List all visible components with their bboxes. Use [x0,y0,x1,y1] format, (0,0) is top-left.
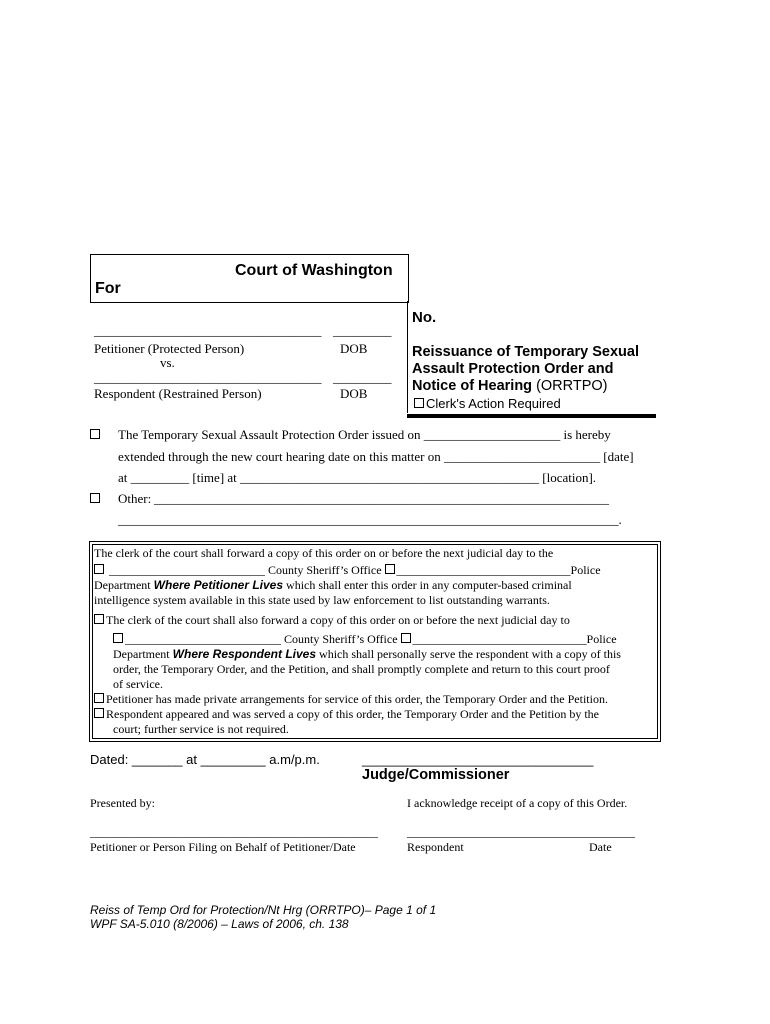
court-name: Court of Washington [235,262,393,279]
clerk-p6 [113,632,617,647]
respondent-signature-label: Respondent [407,840,464,854]
document-title-code: (ORRTPO) [532,378,608,394]
clerk-p7-post: which shall personally serve the respondent with a copy of this [316,647,621,661]
petitioner-label: Petitioner (Protected Person) [94,341,245,356]
caption-divider [407,301,408,413]
clerk-p4: intelligence system available in this state used by law enforcement to list outstanding warrants. [94,593,550,607]
respondent-date-label: Date [589,840,612,854]
footer-line2: WPF SA-5.010 (8/2006) – Laws of 2006, ch. 138 [90,917,349,931]
order-extension-checkbox[interactable] [90,429,100,439]
clerk-p7-pre: Department [113,647,173,661]
respondent-signature-line[interactable]: ______________________________________ [407,825,635,839]
clerk-action-required [414,396,561,411]
clerk-p11 [94,707,599,722]
petitioner-signature-label: Petitioner or Person Filing on Behalf of Petitioner/Date [90,840,356,854]
document-title-line1: Reissuance of Temporary Sexual [412,344,639,360]
clerk-p3-pre: Department [94,578,154,592]
respondent-forward-checkbox[interactable] [94,614,104,624]
respondent-police-blank: _____________________________Police [412,632,617,646]
document-title-bold: Notice of Hearing [412,378,533,394]
clerk-p7 [113,647,621,662]
other-checkbox[interactable] [90,493,100,503]
acknowledge-label: I acknowledge receipt of a copy of this Order. [407,796,628,810]
clerk-p10 [94,692,608,707]
other-line2[interactable]: _____________________________________________________________________________. [118,512,622,527]
clerk-p5 [94,613,570,628]
petitioner-sheriff-blank: __________________________ County Sheriff’s Office [106,563,385,577]
private-service-checkbox[interactable] [94,693,104,703]
other-label: Other: [118,491,152,506]
document-title-line2: Assault Protection Order and [412,361,614,377]
clerk-p5-text: The clerk of the court shall also forward a copy of this order on or before the next judicial day to [106,613,570,627]
presented-by-label: Presented by: [90,796,155,810]
respondent-served-checkbox[interactable] [94,708,104,718]
footer-line1: Reiss of Temp Ord for Protection/Nt Hrg (ORRTPO)– Page 1 of 1 [90,903,437,917]
clerk-p1: The clerk of the court shall forward a copy of this order on or before the next judicial day to the [94,546,554,560]
clerk-p10-text: Petitioner has made private arrangements for service of this order, the Temporary Order and the Petition. [106,692,608,706]
respondent-police-checkbox[interactable] [401,633,411,643]
petitioner-name-line[interactable]: ___________________________________ [94,323,322,338]
clerk-p3 [94,578,572,593]
clerk-p8: order, the Temporary Order, and the Petition, and shall promptly complete and return to this court proof [113,662,610,676]
clerk-p12: court; further service is not required. [113,722,289,736]
order-line3: at _________ [time] at ______________________________________________ [location]. [118,470,597,485]
respondent-dob-label: DOB [340,386,368,401]
section-rule [407,414,656,418]
case-number-label: No. [412,309,437,326]
respondent-dob-line[interactable]: _________ [333,370,392,385]
other-line1[interactable]: ______________________________________________________________________ [154,491,609,506]
order-line1: The Temporary Sexual Assault Protection Order issued on _____________________ is hereby [118,427,611,442]
document-title-line3 [412,378,608,394]
where-petitioner-lives: Where Petitioner Lives [153,578,284,592]
clerk-action-checkbox[interactable] [414,398,424,408]
order-extension-item [90,427,102,443]
petitioner-signature-line[interactable]: ________________________________________________ [90,825,378,839]
respondent-sheriff-blank: __________________________ County Sheriff’s Office [125,632,401,646]
clerk-action-label: Clerk's Action Required [426,396,561,411]
dated-line[interactable]: Dated: _______ at _________ a.m/p.m. [90,752,320,767]
respondent-label: Respondent (Restrained Person) [94,386,262,401]
clerk-p2 [94,563,601,578]
versus-label: vs. [160,355,175,370]
for-label: For [95,280,121,297]
petitioner-sheriff-checkbox[interactable] [94,564,104,574]
order-line2: extended through the new court hearing date on this matter on ________________________ [date] [118,449,634,464]
petitioner-police-blank: _____________________________Police [396,563,601,577]
clerk-p3-post: which shall enter this order in any computer-based criminal [283,578,572,592]
respondent-sheriff-checkbox[interactable] [113,633,123,643]
other-item [90,491,102,507]
clerk-p9: of service. [113,677,163,691]
petitioner-police-checkbox[interactable] [385,564,395,574]
clerk-p11-text: Respondent appeared and was served a copy of this order, the Temporary Order and the Petition by the [106,707,599,721]
respondent-name-line[interactable]: ___________________________________ [94,370,322,385]
petitioner-dob-label: DOB [340,341,368,356]
petitioner-dob-line[interactable]: _________ [333,323,392,338]
judge-signature-line[interactable]: ________________________________ [362,752,594,767]
where-respondent-lives: Where Respondent Lives [172,647,317,661]
judge-label: Judge/Commissioner [362,767,510,783]
